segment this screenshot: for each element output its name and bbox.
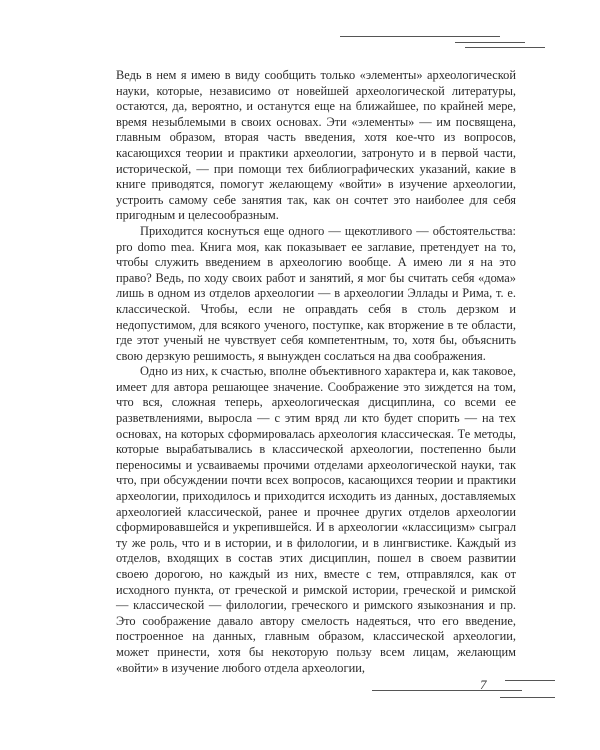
header-rule-2 — [455, 42, 525, 43]
paragraph-3: Одно из них, к счастью, вполне объективного характера и, как таковое, имеет для автора решающее значение. Соображение это зиждется на том, что вся, сложная теперь, археологическая дисциплина, со всеми ее разветвлениями, выросла — с этим вряд ли кто будет спорить — на тех основах, на которых сформировалась археология классическая. Те методы, которые вырабатывались в классической археологии, постепенно были переносимы и усваиваемы прочими отделами археологической науки, так что, при обсуждении почти всех вопросов, касающихся теории и практики археологии, приходилось и приходится исходить из данных, доставляемых археологией классической, ранее и прочнее других отделов археологии сформировавшейся и укрепившейся. И в археологии «классицизм» сыграл ту же роль, что и в истории, и в филологии, и в лингвистике. Каждый из отделов, входящих в состав этих дисциплин, пошел в своем развитии своею дорогою, но каждый из них, вместе с тем, отправлялся, как от исходного пункта, от греческой и римской истории, греческой и римской — классической — филологии, греческого и римского языкознания и пр. Это соображение давало автору смелость надеяться, что его введение, построенное на данных, главным образом, классической археологии, может принести, хотя бы некоторую пользу всем лицам, желающим «войти» в изучение любого отдела археологии, — [116, 364, 516, 675]
page-number: 7 — [480, 677, 487, 692]
paragraph-1: Ведь в нем я имею в виду сообщить только «элементы» археологической науки, которые, независимо от новейшей археологической литературы, остаются, да, вероятно, и останутся еще на ближайшее, по крайней мере, время незыблемыми в своих основах. Эти «элементы» — им посвящена, главным образом, вторая часть введения, хотя кое-что из вопросов, касающихся теории и практики археологии, затронуто и в первой части, исторической, — при помощи тех библиографических указаний, какие в книге приводятся, помогут желающему «войти» в изучение археологии, устроить самому себе занятия так, как он сочтет это наиболее для себя пригодным и целесообразным. — [116, 68, 516, 223]
header-rule-3 — [465, 47, 545, 48]
footer-rule-1 — [505, 680, 555, 681]
header-rule-1 — [340, 36, 500, 37]
body-text — [116, 68, 516, 676]
footer-rule-3 — [500, 697, 555, 698]
paragraph-2: Приходится коснуться еще одного — щекотливого — обстоятельства: pro domo mea. Книга моя, как показывает ее заглавие, претендует на то, чтобы служить введением в археологию вообще. А имею ли я на это право? Ведь, по ходу своих работ и занятий, я мог бы считать себя «дома» лишь в одном из отделов археологии — в археологии Эллады и Рима, т. е. классической. Чтобы, если не оправдать себя в столь дерзком и недопустимом, для всякого ученого, поступке, как вторжение в те области, где этот ученый не чувствует себя компетентным, то, хотя бы, объяснить свою дерзкую решимость, я вынужден сослаться на два соображения. — [116, 223, 516, 363]
footer-rule-2 — [372, 690, 522, 691]
